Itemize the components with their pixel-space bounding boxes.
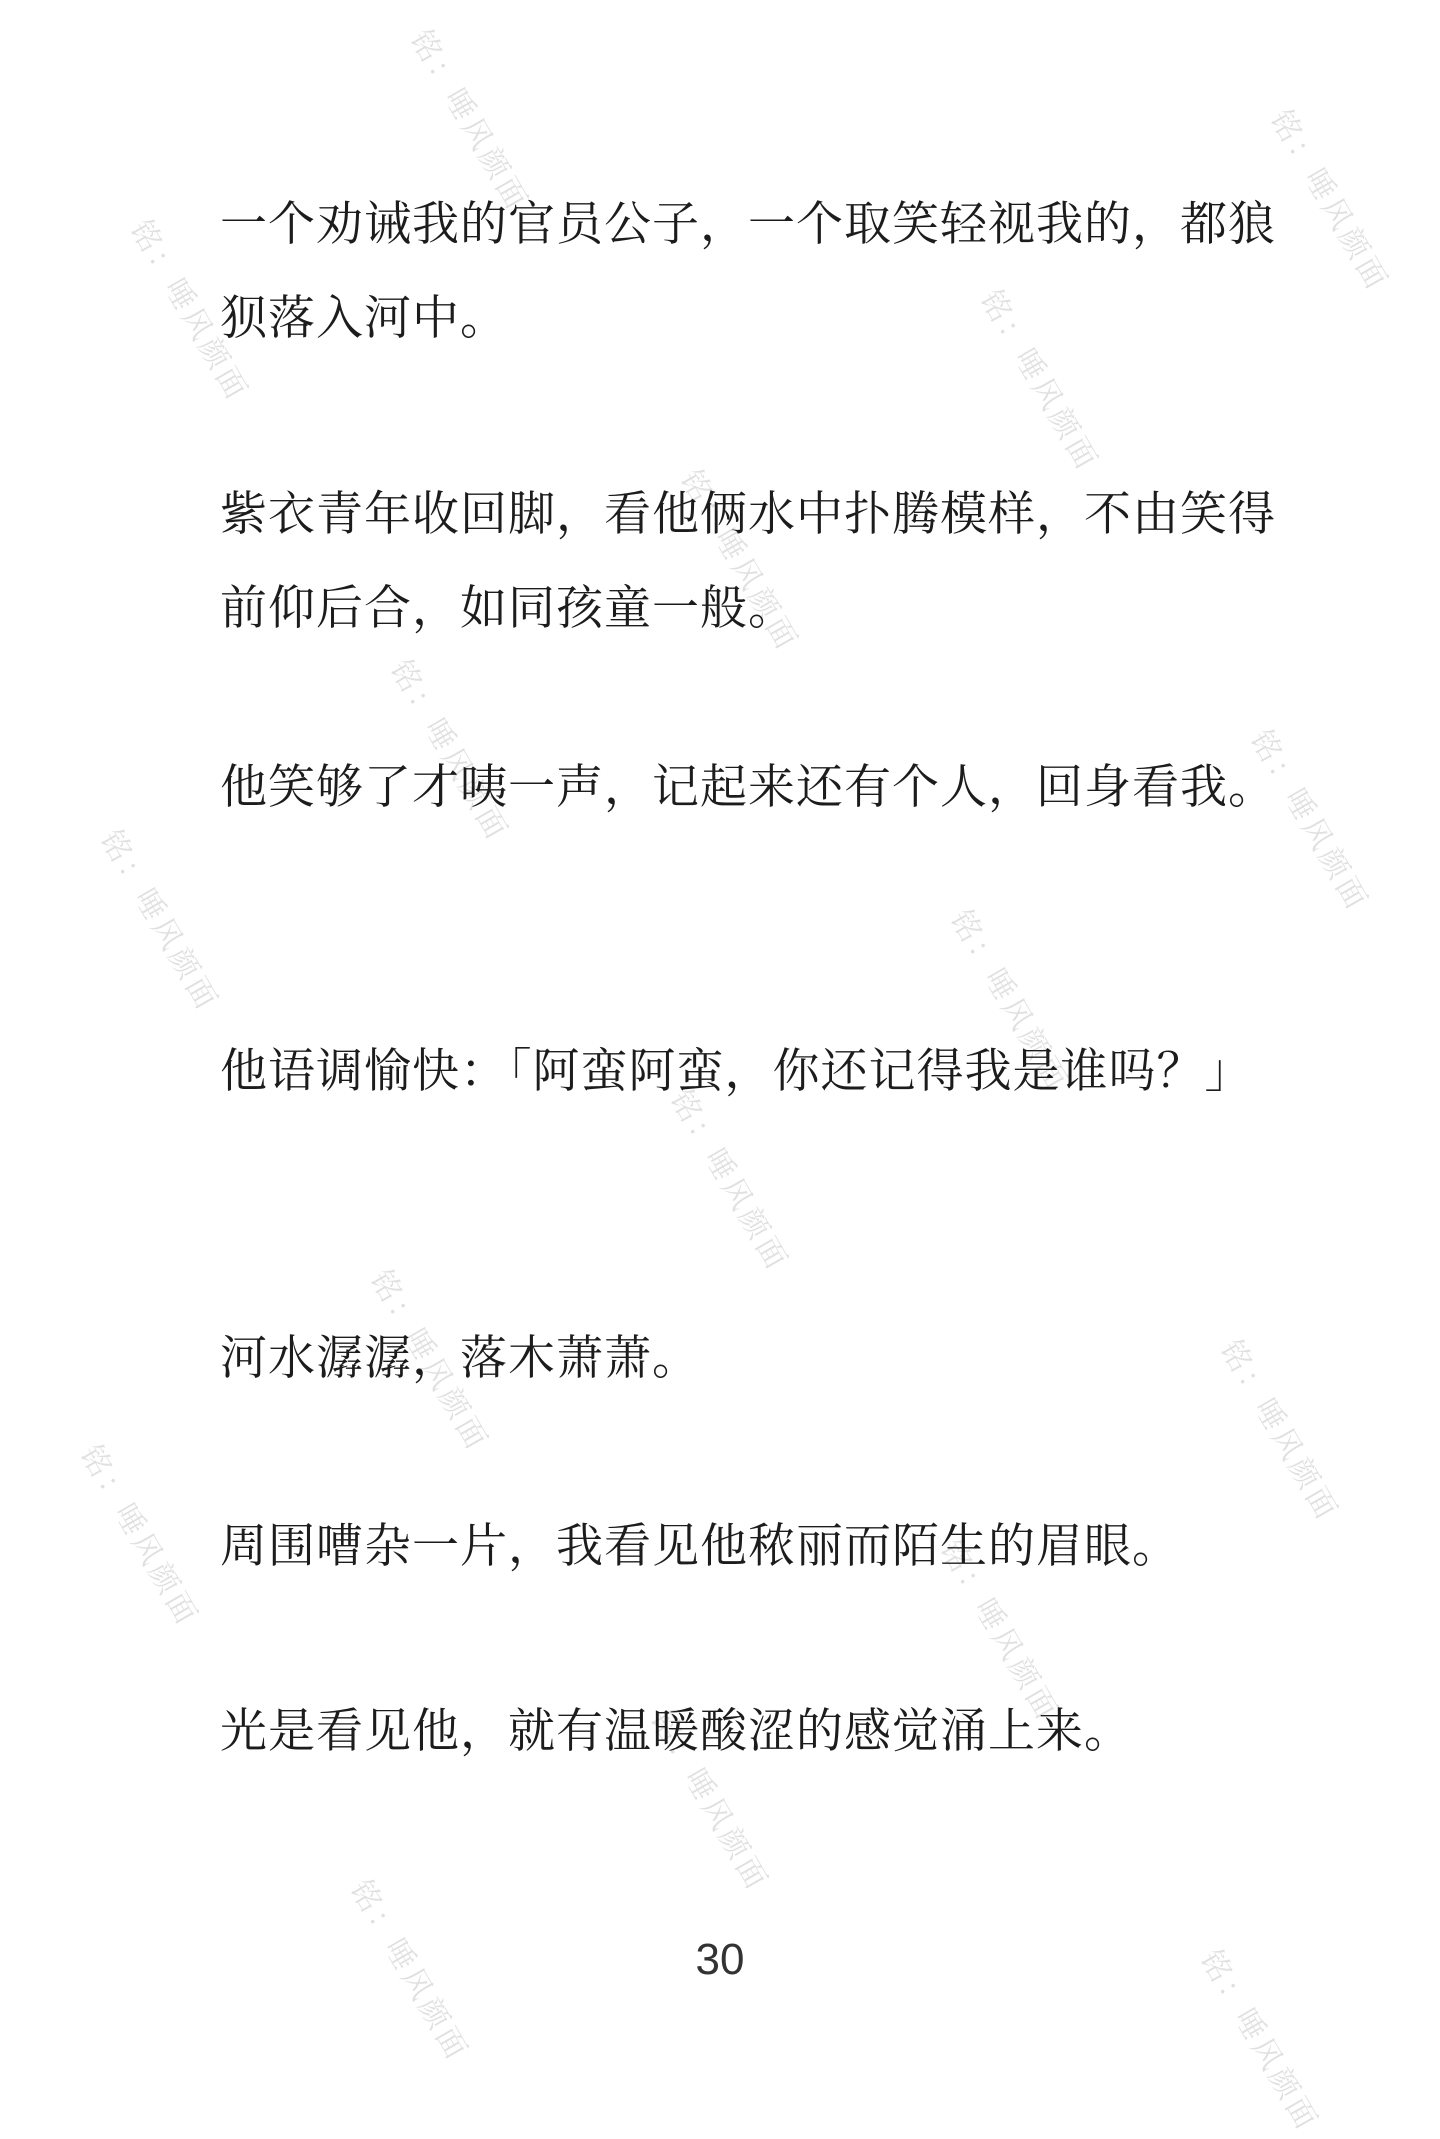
watermark: 铭：唾风颜面 [402,24,536,219]
paragraph-3: 他笑够了才咦一声，记起来还有个人，回身看我。 [220,760,1276,815]
watermark: 铭：唾风颜面 [122,214,256,409]
page-number: 30 [695,1935,745,1984]
paragraph-6: 周围嘈杂一片，我看见他秾丽而陌生的眉眼。 [220,1519,1180,1574]
watermark: 铭：唾风颜面 [342,1874,476,2069]
watermark: 铭：唾风颜面 [942,904,1076,1099]
paragraph-5: 河水潺潺，落木萧萧。 [220,1331,700,1386]
watermark: 铭：唾风颜面 [92,824,226,1019]
watermark: 铭：唾风颜面 [1212,1334,1346,1529]
watermark: 铭：唾风颜面 [72,1439,206,1634]
watermark: 铭：唾风颜面 [382,654,516,849]
paragraph-7: 光是看见他，就有温暖酸涩的感觉涌上来。 [220,1704,1132,1759]
watermark: 铭：唾风颜面 [972,284,1106,479]
paragraph-1: 一个劝诫我的官员公子，一个取笑轻视我的，都狼狈落入河中。 [220,197,1276,346]
watermark: 铭：唾风颜面 [642,1704,776,1899]
watermark: 铭：唾风颜面 [662,1084,796,1279]
paragraph-4: 他语调愉快：「阿蛮阿蛮，你还记得我是谁吗？」 [220,1044,1253,1099]
paragraph-2: 紫衣青年收回脚，看他俩水中扑腾模样，不由笑得前仰后合，如同孩童一般。 [220,487,1276,636]
watermark: 铭：唾风颜面 [1242,724,1376,919]
watermark: 铭：唾风颜面 [1262,104,1396,299]
watermark: 铭：唾风颜面 [672,464,806,659]
watermark: 铭：唾风颜面 [362,1264,496,1459]
watermark: 铭：唾风颜面 [932,1534,1066,1729]
watermark: 铭：唾风颜面 [1192,1944,1326,2139]
